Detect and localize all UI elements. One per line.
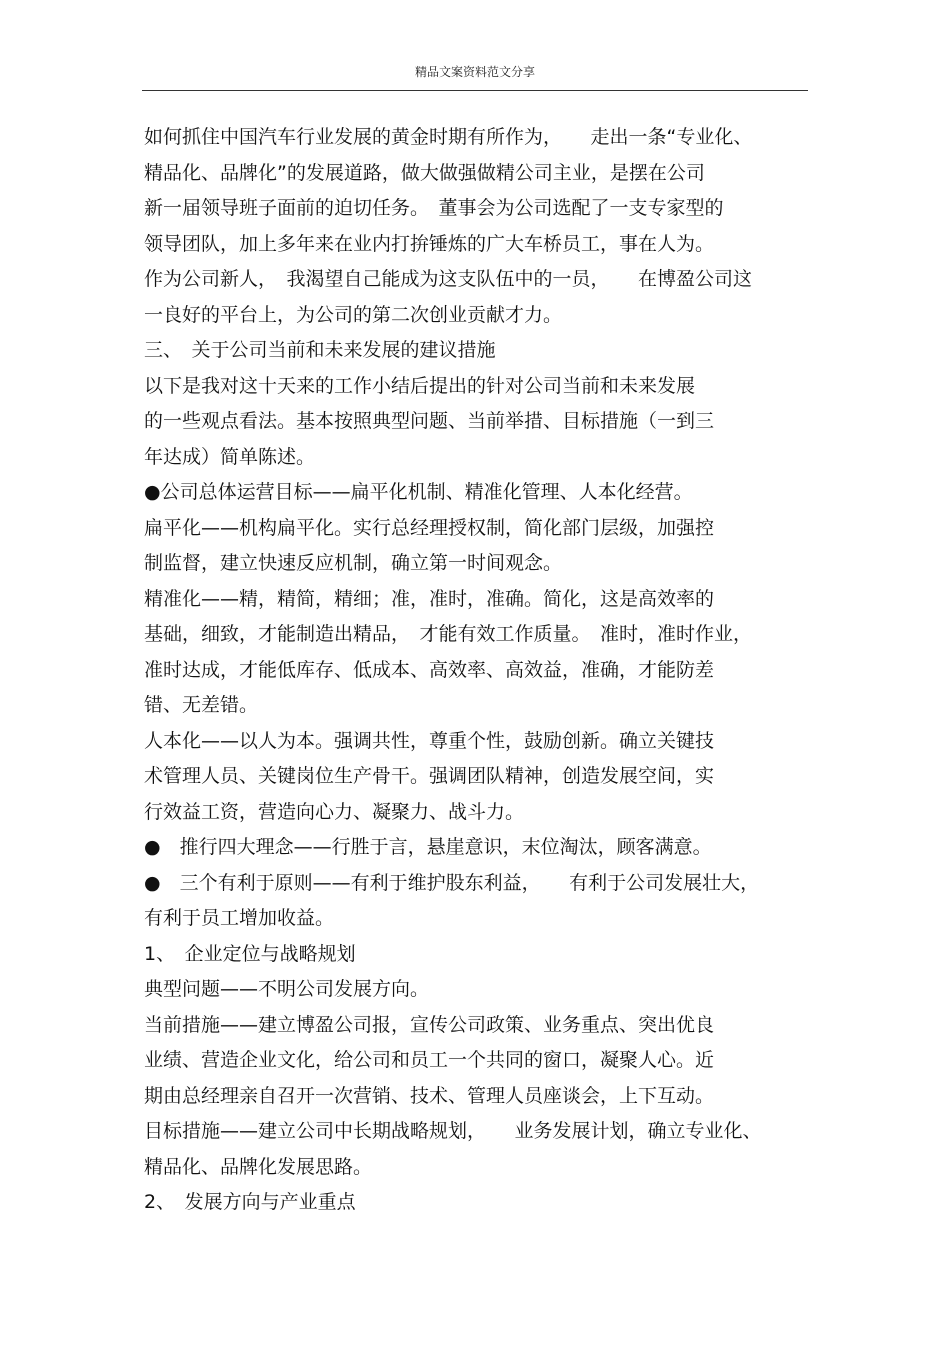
paragraph-line: ● 三个有利于原则——有利于维护股东利益， 有利于公司发展壮大， bbox=[144, 871, 760, 894]
paragraph-line: ●公司总体运营目标——扁平化机制、精准化管理、人本化经营。 bbox=[144, 481, 693, 503]
paragraph-line: 制监督，建立快速反应机制，确立第一时间观念。 bbox=[144, 552, 563, 574]
paragraph-line: 基础，细致，才能制造出精品， 才能有效工作质量。 准时，准时作业， bbox=[144, 623, 753, 645]
paragraph-line: 如何抓住中国汽车行业发展的黄金时期有所作为， 走出一条“专业化、 bbox=[144, 126, 753, 148]
paragraph-line: 2、 发展方向与产业重点 bbox=[144, 1191, 356, 1213]
paragraph-line: 作为公司新人， 我渴望自己能成为这支队伍中的一员， 在博盈公司这 bbox=[144, 268, 753, 290]
paragraph-line: 1、 企业定位与战略规划 bbox=[144, 942, 356, 965]
paragraph-line: 精品化、品牌化”的发展道路，做大做强做精公司主业，是摆在公司 bbox=[144, 161, 705, 184]
paragraph-line: 业绩、营造企业文化，给公司和员工一个共同的窗口，凝聚人心。近 bbox=[144, 1049, 715, 1071]
paragraph-line: 精品化、品牌化发展思路。 bbox=[144, 1155, 373, 1178]
page-header: 精品文案资料范文分享 bbox=[414, 65, 535, 79]
paragraph-line: 错、无差错。 bbox=[144, 694, 259, 716]
paragraph-line: 准时达成，才能低库存、低成本、高效率、高效益，准确，才能防差 bbox=[144, 658, 715, 681]
paragraph-line: 一良好的平台上，为公司的第二次创业贡献才力。 bbox=[144, 303, 563, 326]
paragraph-line: 人本化——以人为本。强调共性，尊重个性，鼓励创新。确立关键技 bbox=[144, 729, 715, 752]
paragraph-line: 期由总经理亲自召开一次营销、技术、管理人员座谈会，上下互动。 bbox=[144, 1084, 715, 1107]
paragraph-line: 年达成）简单陈述。 bbox=[144, 445, 316, 468]
paragraph-line: 新一届领导班子面前的迫切任务。 董事会为公司选配了一支专家型的 bbox=[144, 197, 724, 219]
paragraph-line: 术管理人员、关键岗位生产骨干。强调团队精神，创造发展空间，实 bbox=[144, 765, 715, 787]
document-body bbox=[144, 120, 808, 1221]
paragraph-line: 目标措施——建立公司中长期战略规划， 业务发展计划，确立专业化、 bbox=[144, 1120, 762, 1142]
paragraph-line: 当前措施——建立博盈公司报，宣传公司政策、业务重点、突出优良 bbox=[144, 1013, 715, 1036]
paragraph-line: 的一些观点看法。基本按照典型问题、当前举措、目标措施（一到三 bbox=[144, 410, 715, 432]
header-divider bbox=[142, 90, 808, 91]
paragraph-line: 三、 关于公司当前和未来发展的建议措施 bbox=[144, 339, 496, 361]
paragraph-line: 行效益工资，营造向心力、凝聚力、战斗力。 bbox=[144, 800, 525, 823]
paragraph-line: 典型问题——不明公司发展方向。 bbox=[144, 978, 430, 1000]
paragraph-line: 有利于员工增加收益。 bbox=[144, 907, 335, 929]
paragraph-line: 扁平化——机构扁平化。实行总经理授权制，简化部门层级，加强控 bbox=[144, 516, 715, 539]
paragraph-line: ● 推行四大理念——行胜于言，悬崖意识，末位淘汰，顾客满意。 bbox=[144, 836, 712, 858]
paragraph-line: 领导团队，加上多年来在业内打拚锤炼的广大车桥员工，事在人为。 bbox=[144, 232, 715, 255]
paragraph-line: 精准化——精，精简，精细；准，准时，准确。简化，这是高效率的 bbox=[144, 587, 715, 610]
paragraph-line: 以下是我对这十天来的工作小结后提出的针对公司当前和未来发展 bbox=[144, 374, 696, 397]
